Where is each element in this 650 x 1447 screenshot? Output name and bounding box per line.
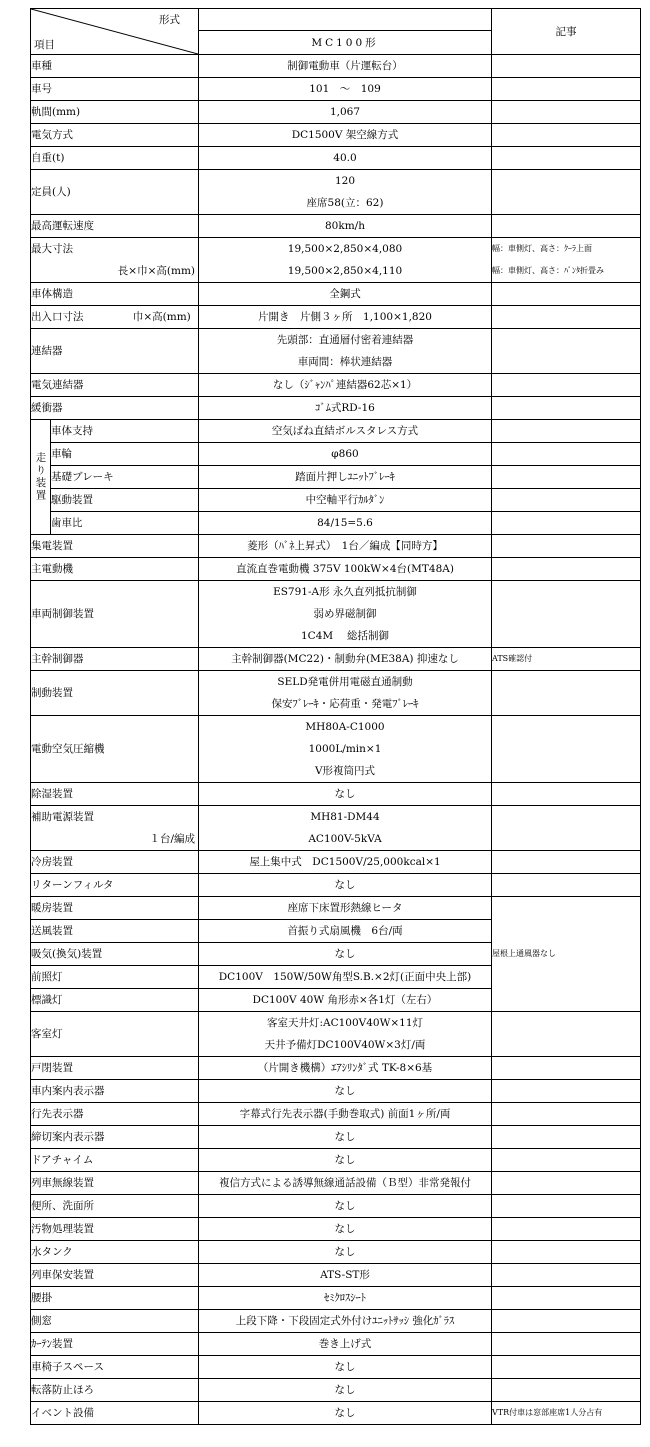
label-traction-motor: 主電動機 [31,558,199,581]
value-coupler-2: 車両間：棒状連結器 [297,356,393,368]
value-heater: 座席下床置形熱線ヒータ [199,897,492,920]
row-max-speed [31,215,641,238]
value-ventilation: なし [199,943,492,966]
row-train-protection [31,1264,641,1287]
label-curtain: ｶｰﾃﾝ装置 [31,1333,199,1356]
row-toilet [31,1195,641,1218]
row-event-equipment [31,1402,641,1425]
value-return-filter: なし [199,874,492,897]
label-aux-power-main: 補助電源装置 [31,811,94,823]
value-dimensions-1: 19,500×2,850×4,080 [287,243,403,255]
label-bogie: 車体支持 [51,420,199,443]
label-interior-display: 車内案内表示器 [31,1080,199,1103]
value-water-tank: なし [199,1241,492,1264]
label-running-gear-group: 走り装置 [31,420,51,535]
value-marker-light: DC100V 40W 角形赤×各1灯（左右） [199,989,492,1012]
row-car-number [31,78,641,101]
row-electric-coupler [31,374,641,397]
value-master-controller: 主幹制御器(MC22)・制動弁(ME38A) 抑速なし [199,648,492,671]
value-train-protection: ATS-ST形 [199,1264,492,1287]
value-vehicle-control [199,581,492,648]
row-electric-system [31,124,641,147]
label-electric-coupler: 電気連結器 [31,374,199,397]
value-traction-motor: 直流直巻電動機 375V 100kW×4台(MT48A) [199,558,492,581]
label-return-filter: リターンフィルタ [31,874,199,897]
note-dimensions-1: 幅：車側灯、高さ：ｸｰﾗ上面 [492,244,592,253]
label-capacity: 定員(人) [31,170,199,215]
value-interior-light-1: 客室天井灯:AC100V40W×11灯 [266,1017,424,1029]
value-curtain: 巻き上げ式 [199,1333,492,1356]
label-master-controller: 主幹制御器 [31,648,199,671]
label-electric-system: 電気方式 [31,124,199,147]
label-weight: 自重(t) [31,147,199,170]
row-radio [31,1172,641,1195]
value-dimensions [199,238,492,283]
value-brake-system [199,671,492,716]
label-marker-light: 標識灯 [31,989,199,1012]
label-gauge: 軌間(mm) [31,101,199,124]
note-event-equipment: VTR付車は窓部座席1人分占有 [492,1402,641,1425]
value-fan: 首振り式扇風機 6台/両 [199,920,492,943]
row-door-chime [31,1149,641,1172]
label-heater: 暖房装置 [31,897,199,920]
value-car-number: 101 〜 109 [199,78,492,101]
header-type-label: 形式 [159,14,180,26]
value-max-speed: 80km/h [199,215,492,238]
value-interior-light [199,1012,492,1057]
label-dimensions-main: 最大寸法 [31,243,73,255]
label-compressor: 電動空気圧縮機 [31,716,199,783]
label-transfer-display: 締切案内表示器 [31,1126,199,1149]
label-fall-prevention: 転落防止ほろ [31,1379,199,1402]
note-master-controller: ATS確認付 [492,648,641,671]
value-gear-ratio: 84/15=5.6 [199,512,492,535]
label-seat: 腰掛 [31,1287,199,1310]
row-dehumidifier [31,783,641,806]
label-event-equipment: イベント設備 [31,1402,199,1425]
value-toilet: なし [199,1195,492,1218]
row-gauge [31,101,641,124]
value-vehicle-control-3: 1C4M 総括制御 [301,630,389,642]
header-blank-cell [199,9,492,31]
row-side-window [31,1310,641,1333]
value-headlight: DC100V 150W/50W角型S.B.×2灯(正面中央上部) [199,966,492,989]
spec-table [30,8,641,1425]
value-aux-power-2: AC100V-5kVA [308,833,382,845]
row-bogie [31,420,641,443]
row-waste [31,1218,641,1241]
row-water-tank [31,1241,641,1264]
value-draft-gear: ｺﾞﾑ式RD-16 [199,397,492,420]
value-capacity [199,170,492,215]
value-aux-power [199,806,492,851]
row-coupler [31,329,641,374]
label-train-protection: 列車保安装置 [31,1264,199,1287]
row-body-structure [31,283,641,306]
value-foundation-brake: 踏面片押しﾕﾆｯﾄﾌﾞﾚｰｷ [199,466,492,489]
value-drive: 中空軸平行ｶﾙﾀﾞﾝ [199,489,492,512]
value-dehumidifier: なし [199,783,492,806]
value-bogie: 空気ばね直結ボルスタレス方式 [199,420,492,443]
note-ventilation: 屋根上通風器なし [492,897,641,1012]
label-interior-light: 客室灯 [31,1012,199,1057]
label-cooling: 冷房装置 [31,851,199,874]
row-fall-prevention [31,1379,641,1402]
row-interior-light [31,1012,641,1057]
note-dimensions [492,238,641,283]
label-drive: 駆動装置 [51,489,199,512]
value-current-collector: 菱形（ﾊﾞﾈ上昇式） 1台／編成【同時方】 [199,535,492,558]
value-compressor [199,716,492,783]
value-electric-system: DC1500V 架空線方式 [199,124,492,147]
label-dimensions-sub: 長×巾×高(mm) [117,265,195,277]
row-capacity [31,170,641,215]
value-transfer-display: なし [199,1126,492,1149]
value-compressor-1: MH80A-C1000 [305,721,385,733]
row-seat [31,1287,641,1310]
row-compressor [31,716,641,783]
label-vehicle-control: 車両制御装置 [31,581,199,648]
value-coupler [199,329,492,374]
value-event-equipment: なし [199,1402,492,1425]
label-draft-gear: 緩衝器 [31,397,199,420]
row-weight [31,147,641,170]
label-car-type: 車種 [31,55,199,78]
label-coupler: 連結器 [31,329,199,374]
value-wheel: φ860 [199,443,492,466]
value-destination-display: 字幕式行先表示器(手動巻取式) 前面1ヶ所/両 [199,1103,492,1126]
value-brake-system-2: 保安ﾌﾞﾚｰｷ・応荷重・発電ﾌﾞﾚｰｷ [271,698,419,710]
value-weight: 40.0 [199,147,492,170]
row-curtain [31,1333,641,1356]
label-current-collector: 集電装置 [31,535,199,558]
value-brake-system-1: SELD発電併用電磁直通制動 [277,676,413,688]
row-drive [31,489,641,512]
value-coupler-1: 先頭部：直通層付密着連結器 [276,334,414,346]
label-aux-power-sub: １台/編成 [149,833,195,845]
value-compressor-2: 1000L/min×1 [308,743,382,755]
label-doorway-sub: 巾×高(mm) [132,311,191,323]
row-foundation-brake [31,466,641,489]
row-wheelchair [31,1356,641,1379]
value-interior-display: なし [199,1080,492,1103]
value-aux-power-1: MH81-DM44 [310,811,380,823]
label-car-number: 車号 [31,78,199,101]
row-interior-display [31,1080,641,1103]
row-vehicle-control [31,581,641,648]
value-electric-coupler: なし（ｼﾞｬﾝﾊﾟ連結器62芯×1） [199,374,492,397]
label-door-operator: 戸閉装置 [31,1057,199,1080]
value-gauge: 1,067 [199,101,492,124]
label-aux-power [31,806,199,851]
label-side-window: 側窓 [31,1310,199,1333]
label-dimensions [31,238,199,283]
value-door-operator: （片開き機構）ｴｱｼﾘﾝﾀﾞ式 TK-8×6基 [199,1057,492,1080]
value-doorway: 片開き 片側３ヶ所 1,100×1,820 [199,306,492,329]
label-wheel: 車輪 [51,443,199,466]
row-car-type [31,55,641,78]
label-foundation-brake: 基礎ブレーキ [51,466,199,489]
label-headlight: 前照灯 [31,966,199,989]
label-door-chime: ドアチャイム [31,1149,199,1172]
value-capacity-total: 120 [334,175,356,187]
row-destination-display [31,1103,641,1126]
value-radio: 複信方式による誘導無線通話設備（Ｂ型）非常発報付 [199,1172,492,1195]
value-interior-light-2: 天井予備灯DC100V40W×3灯/両 [264,1039,426,1051]
header-item-label: 項目 [34,39,55,51]
label-max-speed: 最高運転速度 [31,215,199,238]
row-current-collector [31,535,641,558]
value-capacity-seats: 座席58(立：62) [306,197,384,209]
label-destination-display: 行先表示器 [31,1103,199,1126]
label-water-tank: 水タンク [31,1241,199,1264]
header-model: MC100形 [199,31,492,55]
row-doorway [31,306,641,329]
value-fall-prevention: なし [199,1379,492,1402]
row-wheel [31,443,641,466]
header-notes-label: 記事 [492,9,641,55]
value-side-window: 上段下降・下段固定式外付けﾕﾆｯﾄｻｯｼ 強化ｶﾞﾗｽ [199,1310,492,1333]
row-aux-power [31,806,641,851]
label-waste: 汚物処理装置 [31,1218,199,1241]
row-door-operator [31,1057,641,1080]
value-vehicle-control-1: ES791-A形 永久直列抵抗制御 [273,586,417,598]
row-traction-motor [31,558,641,581]
value-dimensions-2: 19,500×2,850×4,110 [287,265,403,277]
label-radio: 列車無線装置 [31,1172,199,1195]
label-ventilation: 吸気(換気)装置 [31,943,199,966]
note-dimensions-2: 幅：車側灯、高さ：ﾊﾟﾝﾀ折畳み [492,266,604,275]
label-brake-system: 制動装置 [31,671,199,716]
value-car-type: 制御電動車（片運転台） [199,55,492,78]
value-cooling: 屋上集中式 DC1500V/25,000kcal×1 [199,851,492,874]
header-corner-cell [31,9,199,55]
value-seat: ｾﾐｸﾛｽｼｰﾄ [199,1287,492,1310]
row-draft-gear [31,397,641,420]
row-dimensions [31,238,641,283]
row-master-controller [31,648,641,671]
value-wheelchair: なし [199,1356,492,1379]
label-fan: 送風装置 [31,920,199,943]
label-toilet: 便所、洗面所 [31,1195,199,1218]
label-gear-ratio: 歯車比 [51,512,199,535]
row-cooling [31,851,641,874]
value-door-chime: なし [199,1149,492,1172]
label-doorway-main: 出入口寸法 [31,311,84,323]
row-gear-ratio [31,512,641,535]
row-heater [31,897,641,920]
label-body-structure: 車体構造 [31,283,199,306]
label-doorway [31,306,199,329]
row-brake-system [31,671,641,716]
row-return-filter [31,874,641,897]
value-waste: なし [199,1218,492,1241]
value-vehicle-control-2: 弱め界磁制御 [313,608,377,620]
value-compressor-3: V形複筒円式 [314,765,376,777]
value-body-structure: 全鋼式 [199,283,492,306]
label-dehumidifier: 除湿装置 [31,783,199,806]
row-transfer-display [31,1126,641,1149]
label-wheelchair: 車椅子スペース [31,1356,199,1379]
